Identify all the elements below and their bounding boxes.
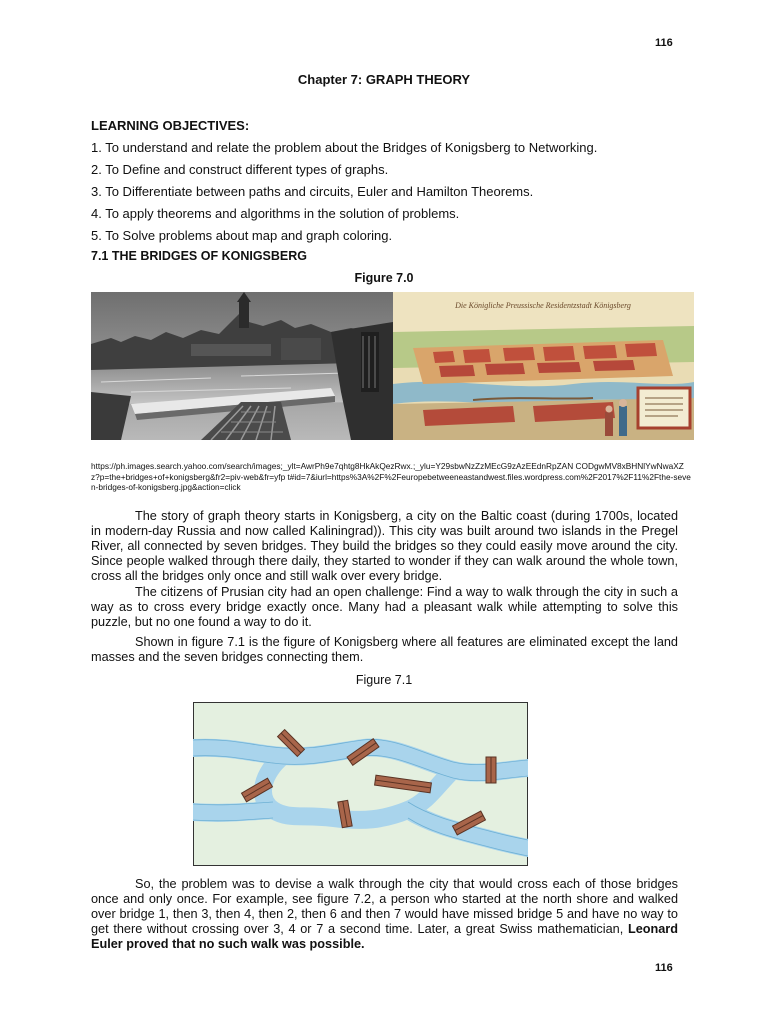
page-number-bottom: 116 bbox=[655, 962, 673, 974]
page-number-top: 116 bbox=[655, 37, 673, 49]
objectives-heading: LEARNING OBJECTIVES: bbox=[91, 118, 250, 133]
objective-item: 2. To Define and construct different types of graphs. bbox=[91, 162, 389, 177]
paragraph-euler-text: So, the problem was to devise a walk through the city that would cross each of those bridges once and only once. For example, see figure 7.2, a person who started at the north shore and walked over bridge 1, then 3, then 4, then 2, then 6 and then 7 would have missed bridge 5 and have no way to get there without crossing over 3, 4 or 7 a second time. Later, a great Swiss mathematician, bbox=[91, 877, 678, 936]
objective-item: 1. To understand and relate the problem about the Bridges of Konigsberg to Networking. bbox=[91, 140, 598, 155]
paragraph-figure-ref-text: Shown in figure 7.1 is the figure of Konigsberg where all features are eliminated except the land masses and the seven bridges connecting them. bbox=[91, 635, 678, 664]
paragraph-intro-text: The story of graph theory starts in Konigsberg, a city on the Baltic coast (during 1700s, located in modern-day Russia and now called Kaliningrad)). This city was built around two islands in the Pregel River, all connected by seven bridges. They build the bridges so they could easily move around the city. Since people walked through there daily, they started to wonder if they can walk around the whole town, cross all the bridges only once and still walk over every bridge. bbox=[91, 509, 678, 583]
chapter-title: Chapter 7: GRAPH THEORY bbox=[297, 72, 471, 87]
konigsberg-historic-map bbox=[393, 292, 694, 440]
objective-item: 4. To apply theorems and algorithms in the solution of problems. bbox=[91, 206, 460, 221]
figure-7-1-caption: Figure 7.1 bbox=[355, 673, 413, 687]
paragraph-challenge-text: The citizens of Prusian city had an open challenge: Find a way to walk through the city in such a way as to cross every bridge exactly once. Many had a pleasant walk while attempting to solve this puzzle, but no one found a way to do it. bbox=[91, 585, 678, 629]
konigsberg-photo bbox=[91, 292, 393, 440]
paragraph-euler bbox=[91, 877, 678, 952]
figure-7-0-caption: Figure 7.0 bbox=[354, 271, 414, 285]
paragraph-challenge bbox=[91, 585, 678, 630]
paragraph-intro bbox=[91, 509, 678, 584]
seven-bridges-diagram bbox=[193, 702, 528, 866]
map-banner-text: Die Königliche Preussische Residentzstadt Königsberg bbox=[455, 301, 631, 310]
figure-source-url: https://ph.images.search.yahoo.com/search/images;_ylt=AwrPh9e7qhtg8HkAkQezRwx.;_ylu=Y29sbwNzZzMEcG9zAzEEdnRpZAN CODgwMV8xBHNlYwNwaXZz?p=the+bridges+of+konigsberg&fr2=piv-web&fr=yfp t#id=7&iurl=https%3A%2F%2Feuropebetweeneastandwest.files.wordpress.com%2F2017%2F11%2Fthe-seven-bridges-of-konigsberg.jpg&action=click bbox=[91, 461, 691, 492]
objective-item: 3. To Differentiate between paths and circuits, Euler and Hamilton Theorems. bbox=[91, 184, 534, 199]
objective-item: 5. To Solve problems about map and graph coloring. bbox=[91, 228, 393, 243]
euler-conclusion: Leonard Euler proved that no such walk was possible. bbox=[91, 922, 678, 951]
section-title: 7.1 THE BRIDGES OF KONIGSBERG bbox=[91, 249, 308, 263]
paragraph-figure-ref bbox=[91, 635, 678, 665]
